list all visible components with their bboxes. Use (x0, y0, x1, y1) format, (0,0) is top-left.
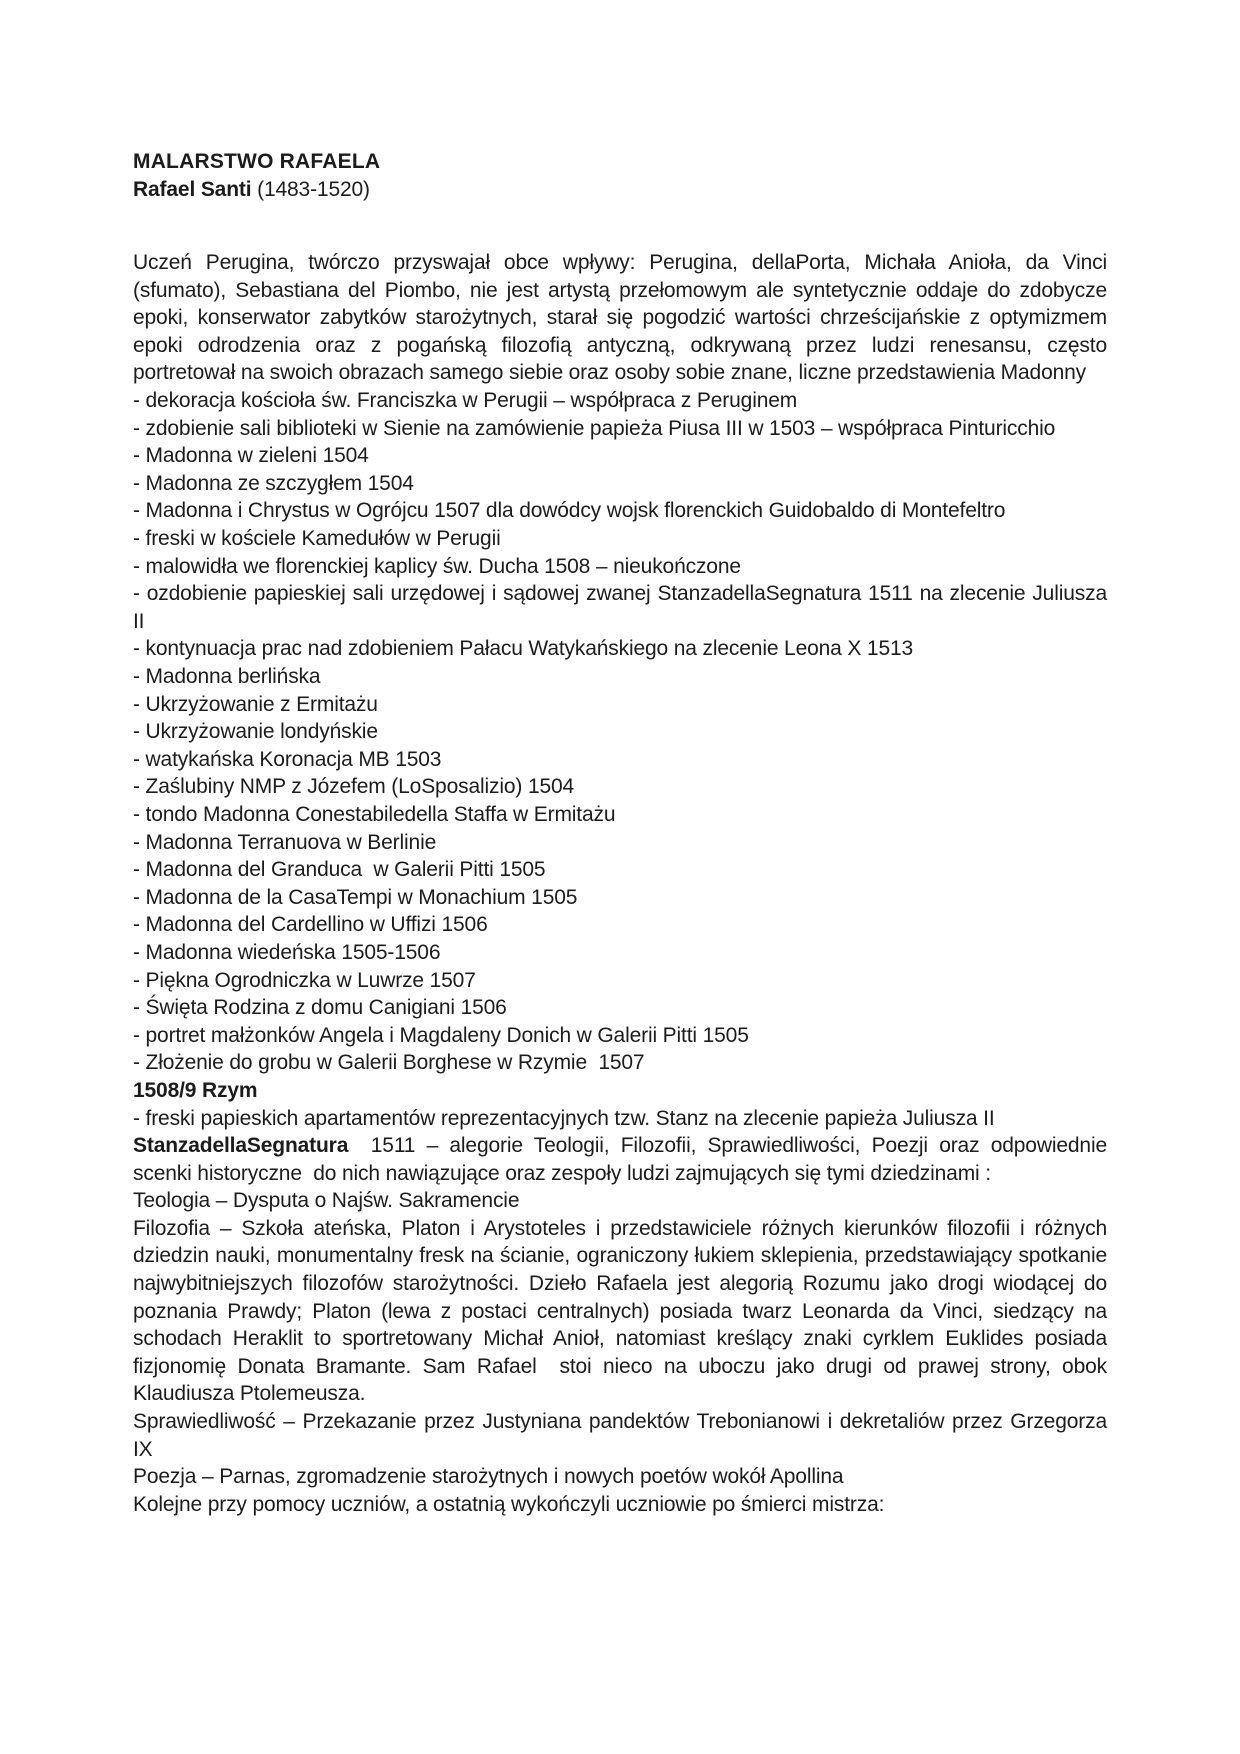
text-run: - Madonna de la CasaTempi w Monachium 1505 (133, 885, 578, 909)
document-line (133, 1049, 1107, 1077)
text-run: - Madonna del Granduca w Galerii Pitti 1505 (133, 858, 546, 882)
document-line (133, 691, 1107, 719)
text-run: - dekoracja kościoła św. Franciszka w Perugii – współpraca z Peruginem (133, 389, 798, 413)
author-name: Rafael Santi (133, 177, 252, 201)
text-run: - Święta Rodzina z domu Canigiani 1506 (133, 996, 507, 1020)
text-run: Sprawiedliwość – Przekazanie przez Justyniana pandektów Trebonianowi i dekretaliów przez Grzegorza IX (133, 1410, 1113, 1461)
text-run: - Ukrzyżowanie londyńskie (133, 720, 378, 744)
text-run: - Złożenie do grobu w Galerii Borghese w Rzymie 1507 (133, 1051, 645, 1075)
text-run: - Madonna del Cardellino w Uffizi 1506 (133, 913, 488, 937)
document-line (133, 497, 1107, 525)
author-line (133, 176, 1107, 204)
document-line (133, 1132, 1113, 1187)
document-line (133, 884, 1107, 912)
bold-text-run: StanzadellaSegnatura (133, 1134, 349, 1158)
document-line (133, 1187, 1107, 1215)
document-line (133, 939, 1107, 967)
document-line (133, 718, 1107, 746)
text-run: - Piękna Ogrodniczka w Luwrze 1507 (133, 968, 476, 992)
document-line (133, 387, 1107, 415)
text-run: - portret małżonków Angela i Magdaleny Donich w Galerii Pitti 1505 (133, 1023, 749, 1047)
document-line (133, 967, 1107, 995)
text-run: - freski papieskich apartamentów reprezentacyjnych tzw. Stanz na zlecenie papieża Juliusza II (133, 1106, 995, 1130)
document-line (133, 663, 1107, 691)
text-run: Uczeń Perugina, twórczo przyswajał obce wpływy: Perugina, dellaPorta, Michała Anioła, da Vinci (sfumato), Sebastiana del Piombo, nie jest artystą przełomowym ale syntetycznie oddaje do zdobycze epoki, konserwator zabytków starożytnych, starał się pogodzić wartości chrześcijańskie z optymizmem epoki odrodzenia oraz z pogańską filozofią antyczną, odkrywaną przez ludzi renesansu, często portretował na swoich obrazach samego siebie oraz osoby sobie znane, liczne przedstawienia Madonny (133, 251, 1113, 385)
document-line (133, 580, 1113, 635)
document-line (133, 442, 1107, 470)
document-line (133, 773, 1107, 801)
text-run: - Madonna wiedeńska 1505-1506 (133, 940, 441, 964)
text-run: - Madonna Terranuova w Berlinie (133, 830, 437, 854)
text-run: - Madonna w zieleni 1504 (133, 444, 369, 468)
author-dates: (1483-1520) (251, 177, 370, 201)
text-run: - watykańska Koronacja MB 1503 (133, 747, 442, 771)
bold-text-run: 1508/9 Rzym (133, 1078, 258, 1102)
document-line (133, 1215, 1113, 1408)
document-line (133, 470, 1107, 498)
document-line (133, 249, 1113, 387)
text-run: - freski w kościele Kamedułów w Perugii (133, 527, 501, 551)
text-run: 1511 – alegorie Teologii, Filozofii, Sprawiedliwości, Poezji oraz odpowiednie scenki historyczne do nich nawiązujące oraz zespoły ludzi zajmujących się tymi dziedzinami : (133, 1134, 1113, 1185)
text-run: Teologia – Dysputa o Najśw. Sakramencie (133, 1189, 520, 1213)
text-run: - tondo Madonna Conestabiledella Staffa w Ermitażu (133, 802, 616, 826)
document-line (133, 994, 1107, 1022)
document-line (133, 856, 1107, 884)
document-line (133, 829, 1107, 857)
text-run: - Ukrzyżowanie z Ermitażu (133, 692, 378, 716)
text-run: - Zaślubiny NMP z Józefem (LoSposalizio) 1504 (133, 775, 575, 799)
text-run: - malowidła we florenckiej kaplicy św. Ducha 1508 – nieukończone (133, 554, 741, 578)
text-run: - kontynuacja prac nad zdobieniem Pałacu Watykańskiego na zlecenie Leona X 1513 (133, 637, 914, 661)
text-run: Kolejne przy pomocy uczniów, a ostatnią wykończyli uczniowie po śmierci mistrza: (133, 1492, 885, 1516)
document-line (133, 1105, 1107, 1133)
document-line (133, 415, 1107, 443)
text-run: - Madonna i Chrystus w Ogrójcu 1507 dla dowódcy wojsk florenckich Guidobaldo di Montefeltro (133, 499, 1006, 523)
document-line (133, 1463, 1107, 1491)
document-line (133, 635, 1107, 663)
document-title: MALARSTWO RAFAELA (133, 150, 381, 173)
text-run: - zdobienie sali biblioteki w Sienie na zamówienie papieża Piusa III w 1503 – współpraca Pinturicchio (133, 416, 1056, 440)
document-line (133, 1077, 1107, 1105)
document-line (133, 746, 1107, 774)
document-line (133, 525, 1107, 553)
text-run: - ozdobienie papieskiej sali urzędowej i sądowej zwanej StanzadellaSegnatura 1511 na zlecenie Juliusza II (133, 582, 1113, 633)
document-line (133, 1491, 1107, 1519)
text-run: - Madonna ze szczygłem 1504 (133, 471, 414, 495)
document-body (133, 249, 1113, 1518)
document-line (133, 801, 1107, 829)
text-run: Poezja – Parnas, zgromadzenie starożytnych i nowych poetów wokół Apollina (133, 1465, 844, 1489)
text-run: Filozofia – Szkoła ateńska, Platon i Arystoteles i przedstawiciele różnych kierunków filozofii i różnych dziedzin nauki, monumentalny fresk na ścianie, ograniczony łukiem sklepienia, przedstawiający spotkanie najwybitniejszych filozofów starożytności. Dzieło Rafaela jest alegorią Rozumu jako drogi wiodącej do poznania Prawdy; Platon (lewa z postaci centralnych) posiada twarz Leonarda da Vinci, siedzący na schodach Heraklit to sportretowany Michał Anioł, natomiast kreślący znaki cyrklem Euklides posiada fizjonomię Donata Bramante. Sam Rafael stoi nieco na uboczu jako drugi od prawej strony, obok Klaudiusza Ptolemeusza. (133, 1216, 1113, 1406)
document-line (133, 1408, 1113, 1463)
text-run: - Madonna berlińska (133, 665, 321, 688)
document-line (133, 911, 1107, 939)
document-line (133, 553, 1107, 581)
document-line (133, 1022, 1107, 1050)
